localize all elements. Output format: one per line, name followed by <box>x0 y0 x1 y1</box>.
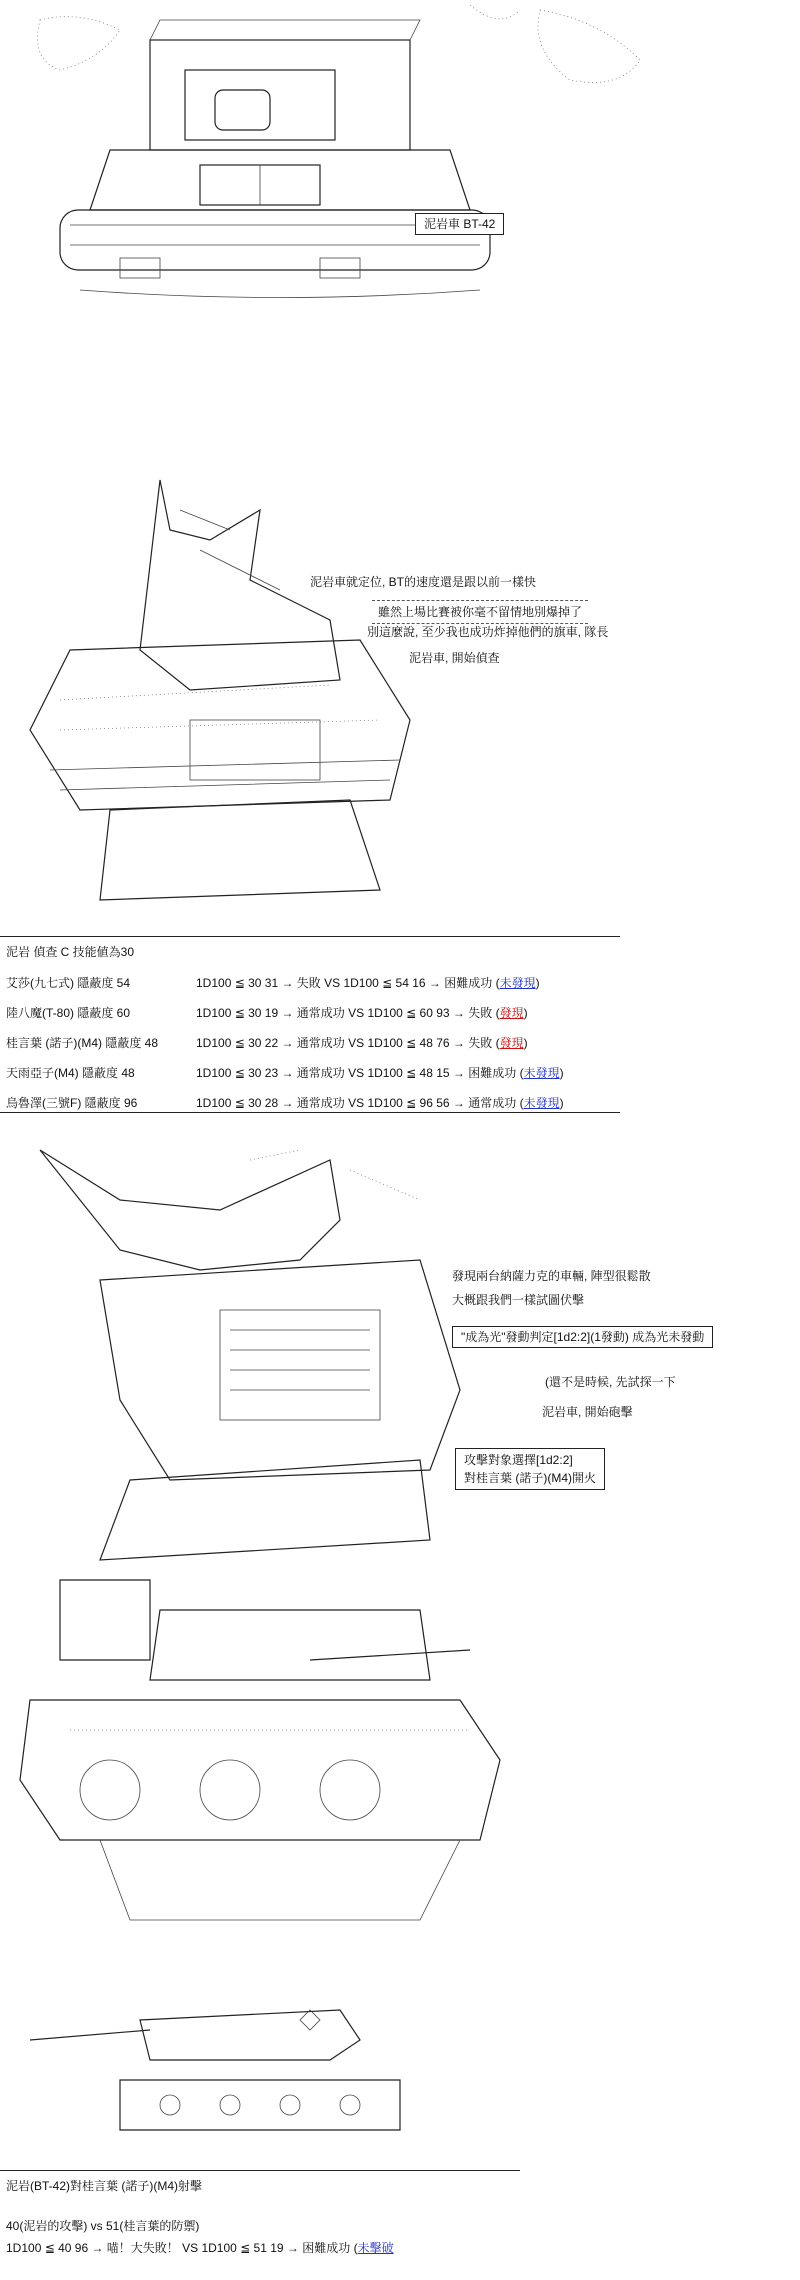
recon-row-close-paren: ) <box>523 1036 528 1050</box>
recon-row-name: 桂言葉 (諾子)(M4) 隱蔽度 48 <box>6 1036 159 1050</box>
recon-row-name: 陸八魔(T-80) 隱蔽度 60 <box>6 1006 131 1020</box>
recon-row-close-paren: ) <box>559 1096 564 1110</box>
recon-row-result-tag: 未發現 <box>523 1096 560 1110</box>
recon-row-name: 天雨亞子(M4) 隱蔽度 48 <box>6 1066 135 1080</box>
recon-row-name: 艾莎(九七式) 隱蔽度 54 <box>6 976 131 990</box>
recon-row <box>6 1064 626 1081</box>
recon-row-close-paren: ) <box>559 1066 564 1080</box>
recon-row-close-paren: ) <box>535 976 540 990</box>
recon-row-name: 烏魯澤(三號F) 隱蔽度 96 <box>6 1096 138 1110</box>
divider <box>0 1112 620 1113</box>
recon-row-result-tag: 未發現 <box>523 1066 560 1080</box>
recon-row-roll <box>196 1034 528 1051</box>
attack-target-line-1: 攻擊對象選擇[1d2:2] <box>464 1453 573 1467</box>
divider <box>0 936 620 937</box>
shot-roll-text: 1D100 ≦ 40 96 → 喵！大失敗！ VS 1D100 ≦ 51 19 → 困難成功 ( <box>6 2241 358 2255</box>
tank-label: 泥岩車 BT-42 <box>424 217 496 231</box>
recon-row <box>6 1094 626 1111</box>
recon-header: 泥岩 偵查 C 技能値為30 <box>6 945 135 959</box>
recon-row-close-paren: ) <box>523 1006 528 1020</box>
shot-vs: 40(泥岩的攻擊) vs 51(桂言葉的防禦) <box>6 2219 200 2233</box>
dialogue-line-2: 雖然上場比賽被你毫不留情地別爆掉了 <box>372 600 588 624</box>
battle-line-3: (還不是時候, 先試探一下 <box>545 1375 676 1389</box>
battle-line-4: 泥岩車, 開始砲擊 <box>542 1405 633 1419</box>
ascii-art-crew <box>0 470 800 910</box>
ascii-art-battle <box>0 1140 800 2160</box>
recon-row <box>6 974 626 991</box>
ascii-art-tank-front <box>0 0 800 310</box>
recon-row-roll-text: 1D100 ≦ 30 31 → 失敗 VS 1D100 ≦ 54 16 → 困難成功 ( <box>196 976 500 990</box>
recon-row <box>6 1004 626 1021</box>
dialogue-line-1: 泥岩車就定位, BT的速度還是跟以前一樣快 <box>310 575 537 589</box>
recon-row-roll <box>196 1064 564 1081</box>
shot-result-tag: 未擊破 <box>357 2241 394 2255</box>
recon-row-roll-text: 1D100 ≦ 30 19 → 通常成功 VS 1D100 ≦ 60 93 → 失敗 ( <box>196 1006 500 1020</box>
tank-label-box <box>415 213 504 235</box>
dialogue-line-3: 別這麼說, 至少我也成功炸掉他們的旗車, 隊長 <box>367 625 609 639</box>
recon-row-roll <box>196 1004 528 1021</box>
skill-check-box <box>452 1326 713 1348</box>
shot-roll <box>6 2240 394 2256</box>
skill-check-text: "成為光"發動判定[1d2:2](1發動) 成為光未發動 <box>461 1330 705 1344</box>
recon-row-roll-text: 1D100 ≦ 30 22 → 通常成功 VS 1D100 ≦ 48 76 → 失敗 ( <box>196 1036 500 1050</box>
recon-row-roll <box>196 1094 564 1111</box>
battle-line-1: 發現兩台納薩力克的車輛, 陣型很鬆散 <box>452 1269 651 1283</box>
recon-row-result-tag: 發現 <box>499 1036 524 1050</box>
battle-line-2: 大概跟我們一樣試圖伏擊 <box>452 1293 585 1307</box>
shot-header: 泥岩(BT-42)對桂言葉 (諾子)(M4)射擊 <box>6 2179 202 2193</box>
recon-row-result-tag: 發現 <box>499 1006 524 1020</box>
recon-row <box>6 1034 626 1051</box>
attack-target-line-2: 對桂言葉 (諾子)(M4)開火 <box>464 1471 596 1485</box>
recon-row-roll <box>196 974 540 991</box>
dialogue-line-4: 泥岩車, 開始偵查 <box>409 651 500 665</box>
divider <box>0 2170 520 2171</box>
recon-row-result-tag: 未發現 <box>499 976 536 990</box>
recon-row-roll-text: 1D100 ≦ 30 23 → 通常成功 VS 1D100 ≦ 48 15 → 困難成功 ( <box>196 1066 524 1080</box>
recon-row-roll-text: 1D100 ≦ 30 28 → 通常成功 VS 1D100 ≦ 96 56 → 通常成功 ( <box>196 1096 524 1110</box>
attack-target-box <box>455 1448 605 1490</box>
